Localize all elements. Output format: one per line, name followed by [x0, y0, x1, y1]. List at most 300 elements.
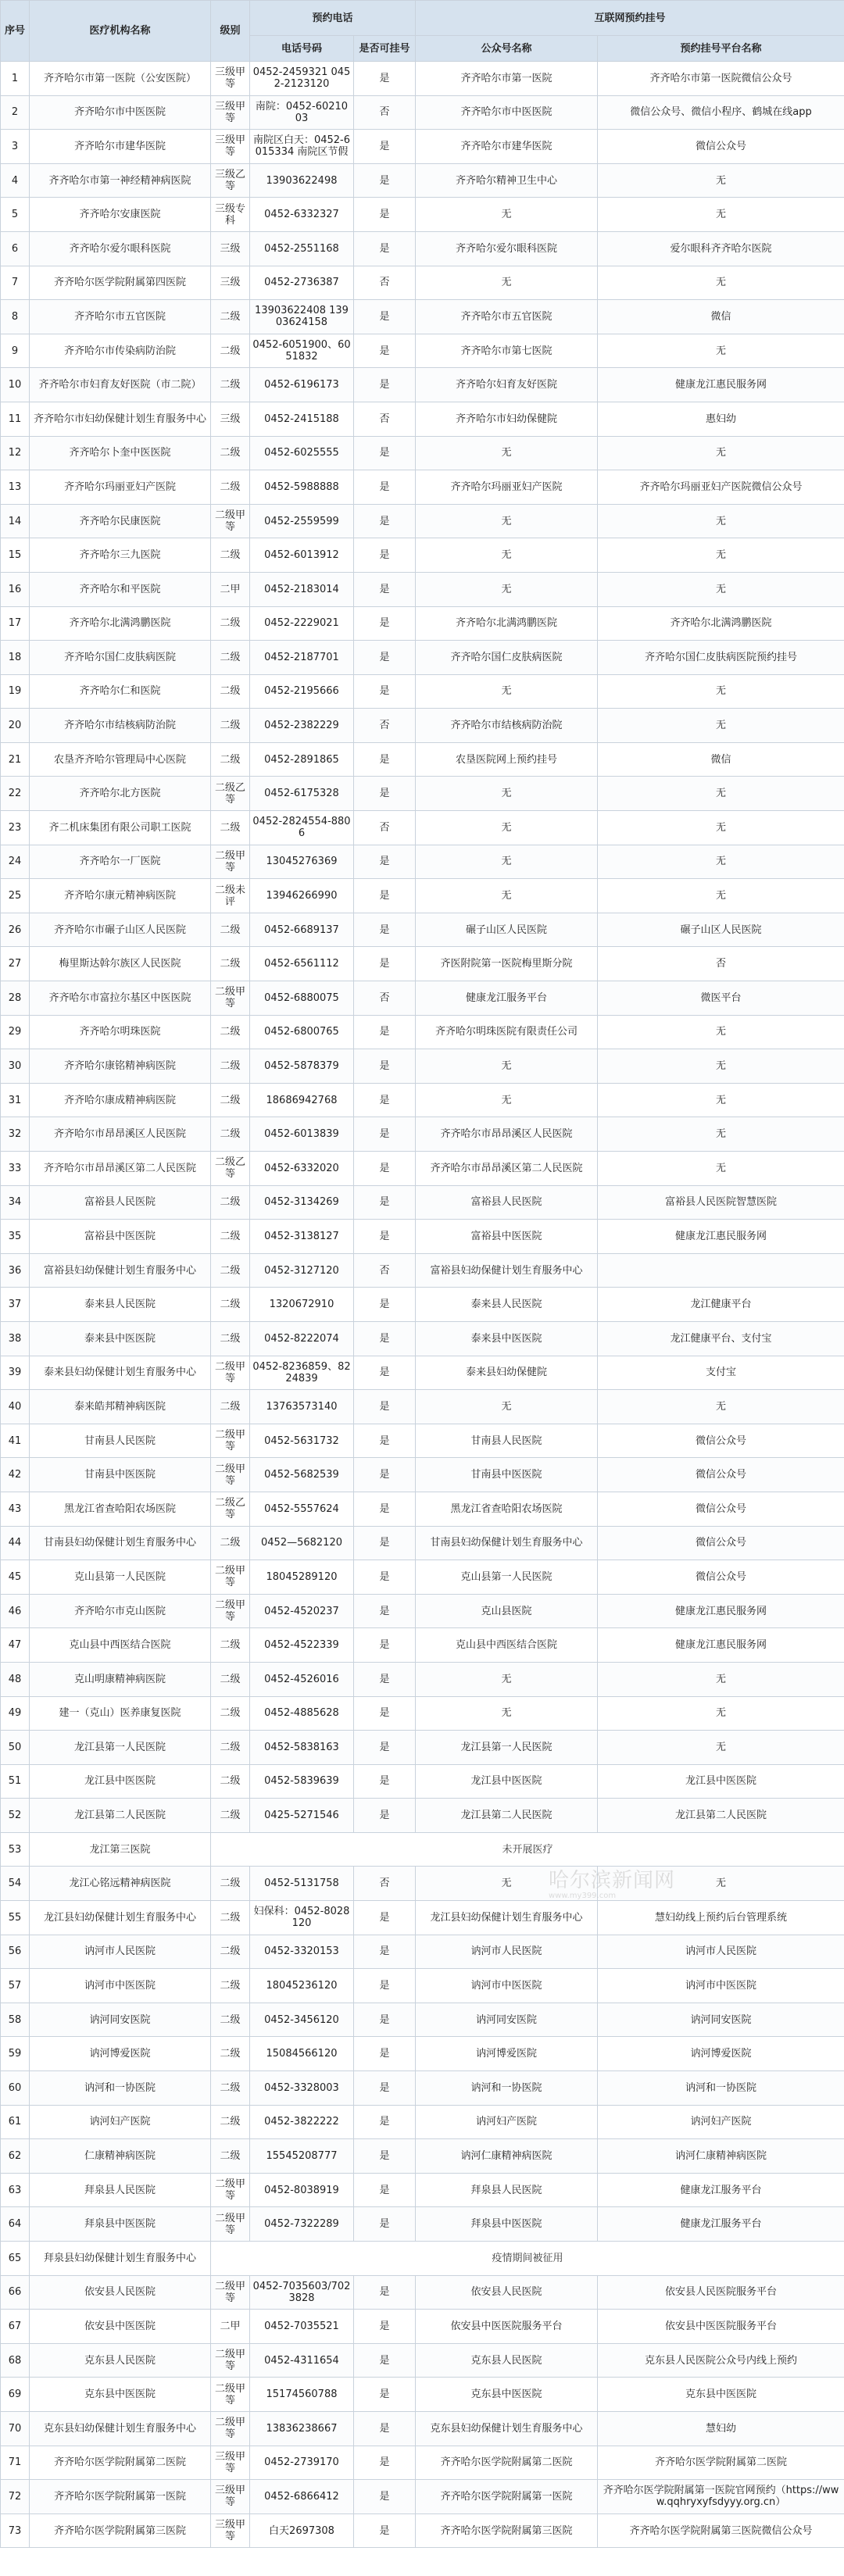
row-booking-platform: 无 — [598, 572, 844, 606]
row-official-account: 齐齐哈尔玛丽亚妇产医院 — [416, 470, 598, 505]
row-official-account: 龙江县妇幼保健计划生育服务中心 — [416, 1901, 598, 1935]
row-seq: 5 — [1, 198, 30, 232]
row-phone-available: 是 — [354, 2207, 416, 2242]
row-phone-number: 13903622408 13903624158 — [250, 300, 354, 334]
row-phone-available: 是 — [354, 1799, 416, 1833]
row-phone-number: 0452-2824554-8806 — [250, 811, 354, 845]
row-phone-number: 0452-6025555 — [250, 436, 354, 470]
row-official-account: 齐齐哈尔市中医医院 — [416, 95, 598, 130]
row-booking-platform: 无 — [598, 1731, 844, 1765]
row-official-account: 齐齐哈尔爱尔眼科医院 — [416, 231, 598, 266]
row-phone-number: 15174560788 — [250, 2378, 354, 2412]
table-row — [1, 981, 844, 1016]
row-official-account: 齐齐哈尔医学院附属第三医院 — [416, 2513, 598, 2548]
row-phone-number: 0452-2415188 — [250, 402, 354, 436]
table-row — [1, 163, 844, 198]
row-phone-number: 0452-5839639 — [250, 1764, 354, 1799]
row-level: 二级 — [211, 1288, 250, 1322]
row-level: 二级 — [211, 913, 250, 947]
row-official-account: 无 — [416, 1662, 598, 1696]
row-seq: 11 — [1, 402, 30, 436]
row-official-account: 无 — [416, 538, 598, 573]
row-institution-name: 齐齐哈尔玛丽亚妇产医院 — [30, 470, 211, 505]
row-phone-number: 0452-3328003 — [250, 2071, 354, 2106]
row-level: 三级甲等 — [211, 2513, 250, 2548]
row-institution-name: 齐齐哈尔市碾子山区人民医院 — [30, 913, 211, 947]
row-institution-name: 克东县中医医院 — [30, 2378, 211, 2412]
row-institution-name: 龙江心铭远精神病医院 — [30, 1867, 211, 1901]
row-booking-platform: 无 — [598, 879, 844, 913]
row-phone-available: 是 — [354, 1901, 416, 1935]
table-row — [1, 1049, 844, 1084]
row-official-account: 齐齐哈尔市结核病防治院 — [416, 709, 598, 743]
header-phone-group: 预约电话 — [250, 1, 416, 36]
row-phone-number: 0452-2382229 — [250, 709, 354, 743]
row-phone-number: 0452-6880075 — [250, 981, 354, 1016]
row-seq: 2 — [1, 95, 30, 130]
row-booking-platform: 微信公众号 — [598, 1492, 844, 1526]
row-seq: 4 — [1, 163, 30, 198]
row-institution-name: 齐齐哈尔市第一医院（公安医院） — [30, 62, 211, 96]
row-booking-platform: 无 — [598, 538, 844, 573]
row-level: 二级 — [211, 2139, 250, 2174]
row-booking-platform: 克东县人民医院公众号内线上预约 — [598, 2343, 844, 2378]
row-level: 三级 — [211, 402, 250, 436]
row-institution-name: 齐齐哈尔明珠医院 — [30, 1015, 211, 1049]
row-official-account: 健康龙江服务平台 — [416, 981, 598, 1016]
row-seq: 49 — [1, 1696, 30, 1731]
table-row — [1, 2343, 844, 2378]
row-phone-available: 是 — [354, 368, 416, 402]
row-phone-number: 0452-5131758 — [250, 1867, 354, 1901]
table-row — [1, 2139, 844, 2174]
table-row — [1, 2310, 844, 2344]
row-institution-name: 龙江县第一人民医院 — [30, 1731, 211, 1765]
row-seq: 15 — [1, 538, 30, 573]
row-phone-number: 15545208777 — [250, 2139, 354, 2174]
table-row — [1, 1764, 844, 1799]
table-row — [1, 2411, 844, 2446]
row-official-account: 无 — [416, 1390, 598, 1424]
row-level: 二级甲等 — [211, 981, 250, 1016]
row-seq: 57 — [1, 1969, 30, 2003]
row-merged-note: 未开展医疗 — [211, 1832, 844, 1867]
row-institution-name: 克东县妇幼保健计划生育服务中心 — [30, 2411, 211, 2446]
table-row — [1, 1526, 844, 1560]
row-institution-name: 甘南县中医医院 — [30, 1458, 211, 1492]
row-booking-platform: 无 — [598, 1152, 844, 1186]
row-phone-available: 是 — [354, 777, 416, 811]
row-phone-number: 0452-3138127 — [250, 1220, 354, 1254]
row-institution-name: 依安县中医医院 — [30, 2310, 211, 2344]
row-level: 三级甲等 — [211, 2480, 250, 2514]
row-booking-platform: 爱尔眼科齐齐哈尔医院 — [598, 231, 844, 266]
row-seq: 6 — [1, 231, 30, 266]
row-seq: 9 — [1, 334, 30, 368]
row-official-account: 甘南县中医医院 — [416, 1458, 598, 1492]
row-phone-number: 13763573140 — [250, 1390, 354, 1424]
table-row — [1, 674, 844, 709]
row-institution-name: 拜泉县人民医院 — [30, 2173, 211, 2207]
table-row — [1, 845, 844, 879]
row-phone-available: 是 — [354, 1458, 416, 1492]
row-phone-number: 0452-3456120 — [250, 2003, 354, 2037]
row-institution-name: 齐齐哈尔市传染病防治院 — [30, 334, 211, 368]
row-official-account: 讷河妇产医院 — [416, 2105, 598, 2139]
row-seq: 16 — [1, 572, 30, 606]
row-institution-name: 依安县人民医院 — [30, 2275, 211, 2310]
row-phone-available: 是 — [354, 1560, 416, 1595]
row-seq: 53 — [1, 1832, 30, 1867]
row-official-account: 无 — [416, 572, 598, 606]
table-row — [1, 1015, 844, 1049]
row-seq: 67 — [1, 2310, 30, 2344]
row-seq: 10 — [1, 368, 30, 402]
row-phone-number: 0452-6051900、6051832 — [250, 334, 354, 368]
row-seq: 52 — [1, 1799, 30, 1833]
header-phone-available: 是否可挂号 — [354, 36, 416, 62]
row-booking-platform: 无 — [598, 674, 844, 709]
row-phone-available: 是 — [354, 1083, 416, 1117]
row-seq: 71 — [1, 2446, 30, 2480]
row-booking-platform — [598, 1253, 844, 1288]
row-level: 二级 — [211, 1253, 250, 1288]
row-level: 二级 — [211, 1083, 250, 1117]
row-institution-name: 讷河同安医院 — [30, 2003, 211, 2037]
row-seq: 65 — [1, 2242, 30, 2276]
row-phone-available: 是 — [354, 2378, 416, 2412]
row-official-account: 克东县人民医院 — [416, 2343, 598, 2378]
row-institution-name: 甘南县妇幼保健计划生育服务中心 — [30, 1526, 211, 1560]
row-institution-name: 齐齐哈尔医学院附属第三医院 — [30, 2513, 211, 2548]
row-institution-name: 齐齐哈尔三九医院 — [30, 538, 211, 573]
row-institution-name: 齐齐哈尔卜奎中医医院 — [30, 436, 211, 470]
row-phone-available: 是 — [354, 2411, 416, 2446]
row-phone-number: 0452-3320153 — [250, 1935, 354, 1969]
row-phone-available: 是 — [354, 504, 416, 538]
row-institution-name: 泰来县中医医院 — [30, 1321, 211, 1356]
row-phone-number: 0452-6332020 — [250, 1152, 354, 1186]
row-level: 二级甲等 — [211, 2207, 250, 2242]
row-level: 三级甲等 — [211, 2446, 250, 2480]
row-booking-platform: 无 — [598, 436, 844, 470]
row-booking-platform: 微医平台 — [598, 981, 844, 1016]
row-booking-platform: 慧妇幼线上预约后台管理系统 — [598, 1901, 844, 1935]
row-seq: 44 — [1, 1526, 30, 1560]
row-official-account: 讷河博爱医院 — [416, 2037, 598, 2071]
row-seq: 68 — [1, 2343, 30, 2378]
row-phone-number: 0452-5838163 — [250, 1731, 354, 1765]
table-row — [1, 641, 844, 675]
row-seq: 28 — [1, 981, 30, 1016]
row-level: 二级 — [211, 1015, 250, 1049]
table-row — [1, 2003, 844, 2037]
row-level: 二级 — [211, 1390, 250, 1424]
row-booking-platform: 克东县中医医院 — [598, 2378, 844, 2412]
row-phone-available: 是 — [354, 1731, 416, 1765]
row-level: 三级甲等 — [211, 95, 250, 130]
row-phone-number: 0452-6866412 — [250, 2480, 354, 2514]
row-phone-available: 是 — [354, 1185, 416, 1220]
row-level: 三级 — [211, 266, 250, 300]
row-seq: 72 — [1, 2480, 30, 2514]
row-institution-name: 讷河妇产医院 — [30, 2105, 211, 2139]
row-phone-available: 是 — [354, 2446, 416, 2480]
row-level: 二级甲等 — [211, 2173, 250, 2207]
row-level: 二级 — [211, 1049, 250, 1084]
table-row — [1, 470, 844, 505]
row-phone-number: 0452-7035521 — [250, 2310, 354, 2344]
row-seq: 50 — [1, 1731, 30, 1765]
row-phone-number: 0452-4522339 — [250, 1628, 354, 1663]
row-phone-number: 0452-2891865 — [250, 742, 354, 777]
row-institution-name: 齐齐哈尔医学院附属第一医院 — [30, 2480, 211, 2514]
row-booking-platform: 龙江健康平台 — [598, 1288, 844, 1322]
row-seq: 39 — [1, 1356, 30, 1390]
row-booking-platform: 微信公众号 — [598, 1458, 844, 1492]
row-level: 二级 — [211, 1901, 250, 1935]
row-phone-available: 否 — [354, 95, 416, 130]
row-booking-platform: 齐齐哈尔玛丽亚妇产医院微信公众号 — [598, 470, 844, 505]
table-row — [1, 504, 844, 538]
row-phone-number: 13045276369 — [250, 845, 354, 879]
row-phone-number: 0425-5271546 — [250, 1799, 354, 1833]
row-seq: 42 — [1, 1458, 30, 1492]
row-official-account: 无 — [416, 879, 598, 913]
row-phone-available: 是 — [354, 879, 416, 913]
row-institution-name: 龙江第三医院 — [30, 1832, 211, 1867]
row-booking-platform: 无 — [598, 1117, 844, 1152]
row-phone-available: 是 — [354, 674, 416, 709]
row-booking-platform: 无 — [598, 845, 844, 879]
row-booking-platform: 无 — [598, 811, 844, 845]
row-institution-name: 齐齐哈尔市建华医院 — [30, 130, 211, 164]
row-phone-number: 南院区白天：0452-6015334 南院区节假 — [250, 130, 354, 164]
header-official-account: 公众号名称 — [416, 36, 598, 62]
row-phone-number: 0452-8038919 — [250, 2173, 354, 2207]
row-booking-platform: 讷河仁康精神病医院 — [598, 2139, 844, 2174]
row-phone-number: 南院：0452-6021003 — [250, 95, 354, 130]
row-level: 二级未评 — [211, 879, 250, 913]
row-seq: 22 — [1, 777, 30, 811]
row-booking-platform: 无 — [598, 1083, 844, 1117]
row-phone-available: 是 — [354, 1526, 416, 1560]
row-seq: 38 — [1, 1321, 30, 1356]
row-booking-platform: 惠妇幼 — [598, 402, 844, 436]
row-official-account: 齐齐哈尔市建华医院 — [416, 130, 598, 164]
row-official-account: 无 — [416, 845, 598, 879]
row-phone-number: 0452-2551168 — [250, 231, 354, 266]
row-seq: 63 — [1, 2173, 30, 2207]
table-row — [1, 2446, 844, 2480]
row-booking-platform: 齐齐哈尔医学院附属第三医院微信公众号 — [598, 2513, 844, 2548]
row-seq: 59 — [1, 2037, 30, 2071]
row-official-account: 齐齐哈尔北满鸿鹏医院 — [416, 606, 598, 641]
row-phone-number: 0452-5878379 — [250, 1049, 354, 1084]
table-row — [1, 1220, 844, 1254]
row-phone-available: 是 — [354, 845, 416, 879]
row-seq: 60 — [1, 2071, 30, 2106]
row-seq: 33 — [1, 1152, 30, 1186]
row-phone-number: 0452-4885628 — [250, 1696, 354, 1731]
header-seq: 序号 — [1, 1, 30, 62]
row-level: 二级 — [211, 606, 250, 641]
row-level: 二级 — [211, 674, 250, 709]
table-row — [1, 2378, 844, 2412]
header-phone-number: 电话号码 — [250, 36, 354, 62]
row-booking-platform: 无 — [598, 334, 844, 368]
row-booking-platform: 无 — [598, 198, 844, 232]
row-level: 二级 — [211, 2003, 250, 2037]
row-booking-platform: 无 — [598, 709, 844, 743]
row-phone-number: 0452-2229021 — [250, 606, 354, 641]
row-official-account: 泰来县中医医院 — [416, 1321, 598, 1356]
row-institution-name: 克山县中西医结合医院 — [30, 1628, 211, 1663]
row-phone-number: 0452-6013912 — [250, 538, 354, 573]
row-phone-available: 是 — [354, 1594, 416, 1628]
row-phone-available: 是 — [354, 1049, 416, 1084]
table-row — [1, 2275, 844, 2310]
row-official-account: 富裕县人民医院 — [416, 1185, 598, 1220]
row-phone-number: 0452-6332327 — [250, 198, 354, 232]
row-level: 二级 — [211, 470, 250, 505]
row-booking-platform: 讷河和一协医院 — [598, 2071, 844, 2106]
row-official-account: 齐齐哈尔市昂昂溪区人民医院 — [416, 1117, 598, 1152]
row-phone-available: 是 — [354, 742, 416, 777]
row-official-account: 齐齐哈尔医学院附属第一医院 — [416, 2480, 598, 2514]
row-institution-name: 富裕县人民医院 — [30, 1185, 211, 1220]
row-phone-available: 是 — [354, 1764, 416, 1799]
row-booking-platform: 无 — [598, 777, 844, 811]
row-seq: 45 — [1, 1560, 30, 1595]
row-seq: 20 — [1, 709, 30, 743]
row-phone-number: 0452-6013839 — [250, 1117, 354, 1152]
row-seq: 37 — [1, 1288, 30, 1322]
row-seq: 43 — [1, 1492, 30, 1526]
row-level: 二级 — [211, 709, 250, 743]
row-phone-number: 0452-5988888 — [250, 470, 354, 505]
row-level: 二级甲等 — [211, 1560, 250, 1595]
row-level: 二级甲等 — [211, 504, 250, 538]
row-phone-available: 是 — [354, 1015, 416, 1049]
row-booking-platform: 齐齐哈尔国仁皮肤病医院预约挂号 — [598, 641, 844, 675]
row-booking-platform: 否 — [598, 947, 844, 981]
row-booking-platform: 齐齐哈尔医学院附属第一医院官网预约（https://www.qqhryxyfsdyyy.org.cn） — [598, 2480, 844, 2514]
row-institution-name: 富裕县中医医院 — [30, 1220, 211, 1254]
table-row — [1, 1458, 844, 1492]
row-booking-platform: 齐齐哈尔医学院附属第二医院 — [598, 2446, 844, 2480]
row-official-account: 无 — [416, 198, 598, 232]
row-institution-name: 富裕县妇幼保健计划生育服务中心 — [30, 1253, 211, 1288]
row-official-account: 齐齐哈尔市五官医院 — [416, 300, 598, 334]
table-row — [1, 709, 844, 743]
row-booking-platform: 依安县人民医院服务平台 — [598, 2275, 844, 2310]
row-level: 二级 — [211, 1662, 250, 1696]
row-phone-available: 是 — [354, 947, 416, 981]
table-row — [1, 1083, 844, 1117]
row-level: 二级 — [211, 2071, 250, 2106]
row-booking-platform: 健康龙江服务平台 — [598, 2173, 844, 2207]
row-booking-platform: 微信 — [598, 300, 844, 334]
row-phone-number: 0452-2183014 — [250, 572, 354, 606]
row-level: 二级 — [211, 1799, 250, 1833]
row-official-account: 讷河仁康精神病医院 — [416, 2139, 598, 2174]
row-phone-number: 0452-4311654 — [250, 2343, 354, 2378]
row-booking-platform: 健康龙江服务平台 — [598, 2207, 844, 2242]
row-official-account: 拜泉县中医医院 — [416, 2207, 598, 2242]
row-institution-name: 齐齐哈尔市妇幼保健计划生育服务中心 — [30, 402, 211, 436]
row-phone-available: 是 — [354, 130, 416, 164]
row-phone-available: 否 — [354, 402, 416, 436]
row-booking-platform: 无 — [598, 1662, 844, 1696]
row-seq: 18 — [1, 641, 30, 675]
row-phone-available: 是 — [354, 2275, 416, 2310]
row-level: 二甲 — [211, 572, 250, 606]
row-phone-available: 是 — [354, 1424, 416, 1458]
row-institution-name: 齐齐哈尔民康医院 — [30, 504, 211, 538]
row-institution-name: 泰来县人民医院 — [30, 1288, 211, 1322]
row-institution-name: 齐齐哈尔医学院附属第四医院 — [30, 266, 211, 300]
row-seq: 29 — [1, 1015, 30, 1049]
table-row — [1, 1424, 844, 1458]
row-institution-name: 齐齐哈尔市富拉尔基区中医医院 — [30, 981, 211, 1016]
row-level: 三级甲等 — [211, 130, 250, 164]
row-level: 三级甲等 — [211, 62, 250, 96]
row-official-account: 齐齐哈尔市妇幼保健院 — [416, 402, 598, 436]
row-booking-platform: 讷河妇产医院 — [598, 2105, 844, 2139]
row-seq: 62 — [1, 2139, 30, 2174]
row-institution-name: 讷河市人民医院 — [30, 1935, 211, 1969]
table-row — [1, 606, 844, 641]
row-official-account: 农垦医院网上预约挂号 — [416, 742, 598, 777]
row-phone-number: 白天2697308 — [250, 2513, 354, 2548]
row-seq: 32 — [1, 1117, 30, 1152]
row-official-account: 依安县中医医院服务平台 — [416, 2310, 598, 2344]
table-row — [1, 1901, 844, 1935]
row-level: 二级 — [211, 300, 250, 334]
row-phone-available: 是 — [354, 1288, 416, 1322]
row-institution-name: 齐齐哈尔康成精神病医院 — [30, 1083, 211, 1117]
table-row — [1, 266, 844, 300]
row-phone-available: 是 — [354, 2310, 416, 2344]
row-level: 二级乙等 — [211, 1152, 250, 1186]
row-official-account: 齐齐哈尔市第一医院 — [416, 62, 598, 96]
row-official-account: 克山县第一人民医院 — [416, 1560, 598, 1595]
row-institution-name: 齐齐哈尔仁和医院 — [30, 674, 211, 709]
row-phone-available: 否 — [354, 811, 416, 845]
row-level: 二级 — [211, 334, 250, 368]
row-seq: 61 — [1, 2105, 30, 2139]
row-phone-number: 18686942768 — [250, 1083, 354, 1117]
row-phone-number: 0452-2559599 — [250, 504, 354, 538]
row-level: 二级甲等 — [211, 845, 250, 879]
row-level: 二级 — [211, 538, 250, 573]
row-phone-number: 0452-4526016 — [250, 1662, 354, 1696]
table-row — [1, 1117, 844, 1152]
row-phone-available: 是 — [354, 913, 416, 947]
row-phone-number: 0452-3822222 — [250, 2105, 354, 2139]
header-institution: 医疗机构名称 — [30, 1, 211, 62]
row-phone-available: 是 — [354, 334, 416, 368]
table-row — [1, 1662, 844, 1696]
row-phone-available: 是 — [354, 231, 416, 266]
row-level: 二级 — [211, 742, 250, 777]
row-seq: 13 — [1, 470, 30, 505]
row-phone-number: 0452-2739170 — [250, 2446, 354, 2480]
row-seq: 70 — [1, 2411, 30, 2446]
row-official-account: 克东县中医医院 — [416, 2378, 598, 2412]
row-seq: 66 — [1, 2275, 30, 2310]
